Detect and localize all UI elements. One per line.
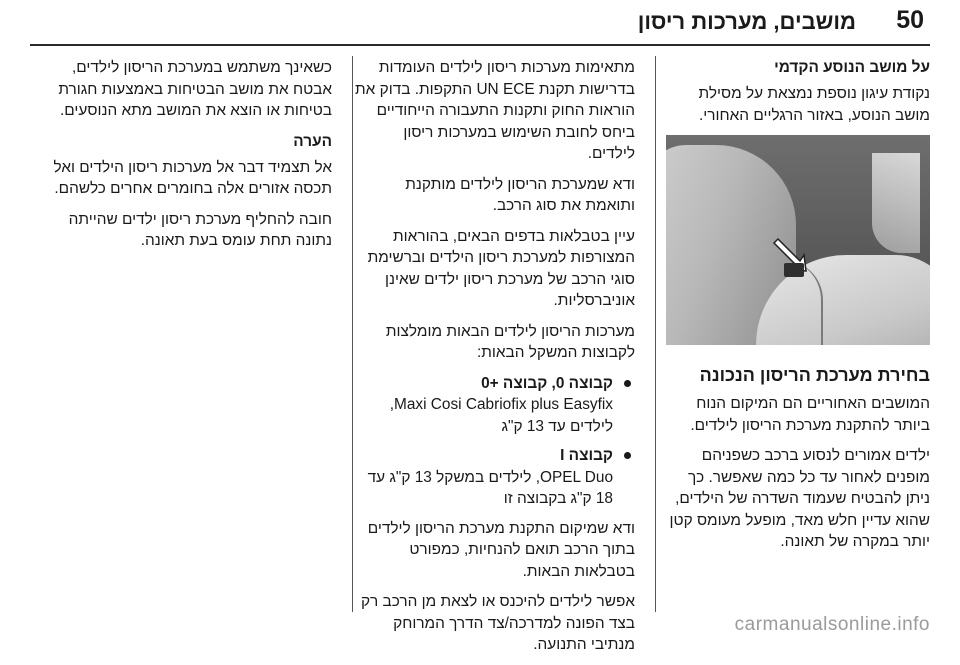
column-divider bbox=[352, 56, 353, 612]
paragraph: עיין בטבלאות בדפים הבאים, בהוראות המצורפות למערכת ריסון הילדים וברשימת סוגי הרכב של מערכת ריסון ילדים שאינן אוניברסליות. bbox=[367, 227, 635, 309]
front-seat-intro: נקודת עיגון נוספת נמצאת על מסילת מושב הנוסע, באזור הרגליים האחורי. bbox=[698, 85, 930, 124]
section-heading: בחירת מערכת הריסון הנכונה bbox=[699, 365, 930, 385]
list-item-title: קבוצה 0, קבוצה +0 bbox=[481, 374, 613, 392]
paragraph: כשאינך משתמש במערכת הריסון לילדים, אבטח את מושב הבטיחות באמצעות חגורת בטיחות או הוצא את המושב מתא הנוסעים. bbox=[58, 59, 332, 119]
list-item bbox=[353, 445, 635, 510]
page-title: מושבים, מערכות ריסון bbox=[637, 9, 856, 34]
column-left bbox=[42, 57, 332, 261]
paragraph: ודא שמיקום התקנת מערכת הריסון לילדים בתוך הרכב תואם להנחיות, כמפורט בטבלאות הבאות. bbox=[367, 519, 635, 580]
note-paragraph: אל תצמיד דבר אל מערכות ריסון הילדים ואל תכסה אזורים אלה בחומרים אחרים כלשהם. bbox=[53, 158, 332, 197]
paragraph: מערכות הריסון לילדים הבאות מומלצות לקבוצות המשקל הבאות: bbox=[385, 322, 635, 361]
column-divider bbox=[655, 56, 656, 612]
front-seat-heading: על מושב הנוסע הקדמי bbox=[774, 59, 930, 76]
column-right bbox=[660, 57, 930, 562]
paragraph: אפשר לילדים להיכנס או לצאת מן הרכב רק בצד הפונה למדרכה/צד הדרך המרוחק מנתיבי התנועה. bbox=[360, 593, 635, 653]
list-item-text: OPEL Duo, לילדים במשקל 13 ק"ג עד 18 ק"ג בקבוצה זו bbox=[367, 468, 613, 507]
paragraph: ילדים אמורים לנסוע ברכב כשפניהם מופנים לאחור עד כל כמה שאפשר. כך ניתן להבטיח שעמוד השדרה של הילדים, שהוא עדיין חלש מאד, מופעל מעומס קטן יותר במקרה של תאונה. bbox=[669, 447, 930, 550]
isofix-bracket-icon bbox=[784, 263, 804, 277]
page-number: 50 bbox=[896, 6, 924, 34]
note-heading: הערה bbox=[293, 132, 332, 150]
watermark: carmanualsonline.info bbox=[734, 614, 930, 635]
list-item-title: קבוצה I bbox=[560, 447, 613, 464]
list-item-text: Maxi Cosi Cabriofix plus Easyfix, לילדים עד 13 ק"ג bbox=[389, 396, 613, 435]
paragraph: המושבים האחוריים הם המיקום הנוח ביותר להתקנת מערכת הריסון לילדים. bbox=[690, 395, 930, 434]
page-header bbox=[0, 0, 960, 44]
note-paragraph: חובה להחליף מערכת ריסון ילדים שהייתה נתונה תחת עומס בעת תאונה. bbox=[68, 210, 332, 249]
paragraph: ודא שמערכת הריסון לילדים מותקנת ותואמת את סוג הרכב. bbox=[405, 175, 635, 214]
seat-group-list bbox=[353, 373, 635, 510]
isofix-anchor-photo bbox=[666, 135, 930, 345]
header-divider bbox=[30, 44, 930, 46]
paragraph: מתאימות מערכות ריסון לילדים העומדות בדרישות תקנת UN ECE התקפות. בדוק את הוראות החוק ותקנות התעבורה הייחודיים ביחס לחובת השימוש במערכות ריסון לילדים. bbox=[355, 59, 635, 162]
list-item bbox=[353, 373, 635, 438]
column-middle bbox=[353, 57, 635, 665]
